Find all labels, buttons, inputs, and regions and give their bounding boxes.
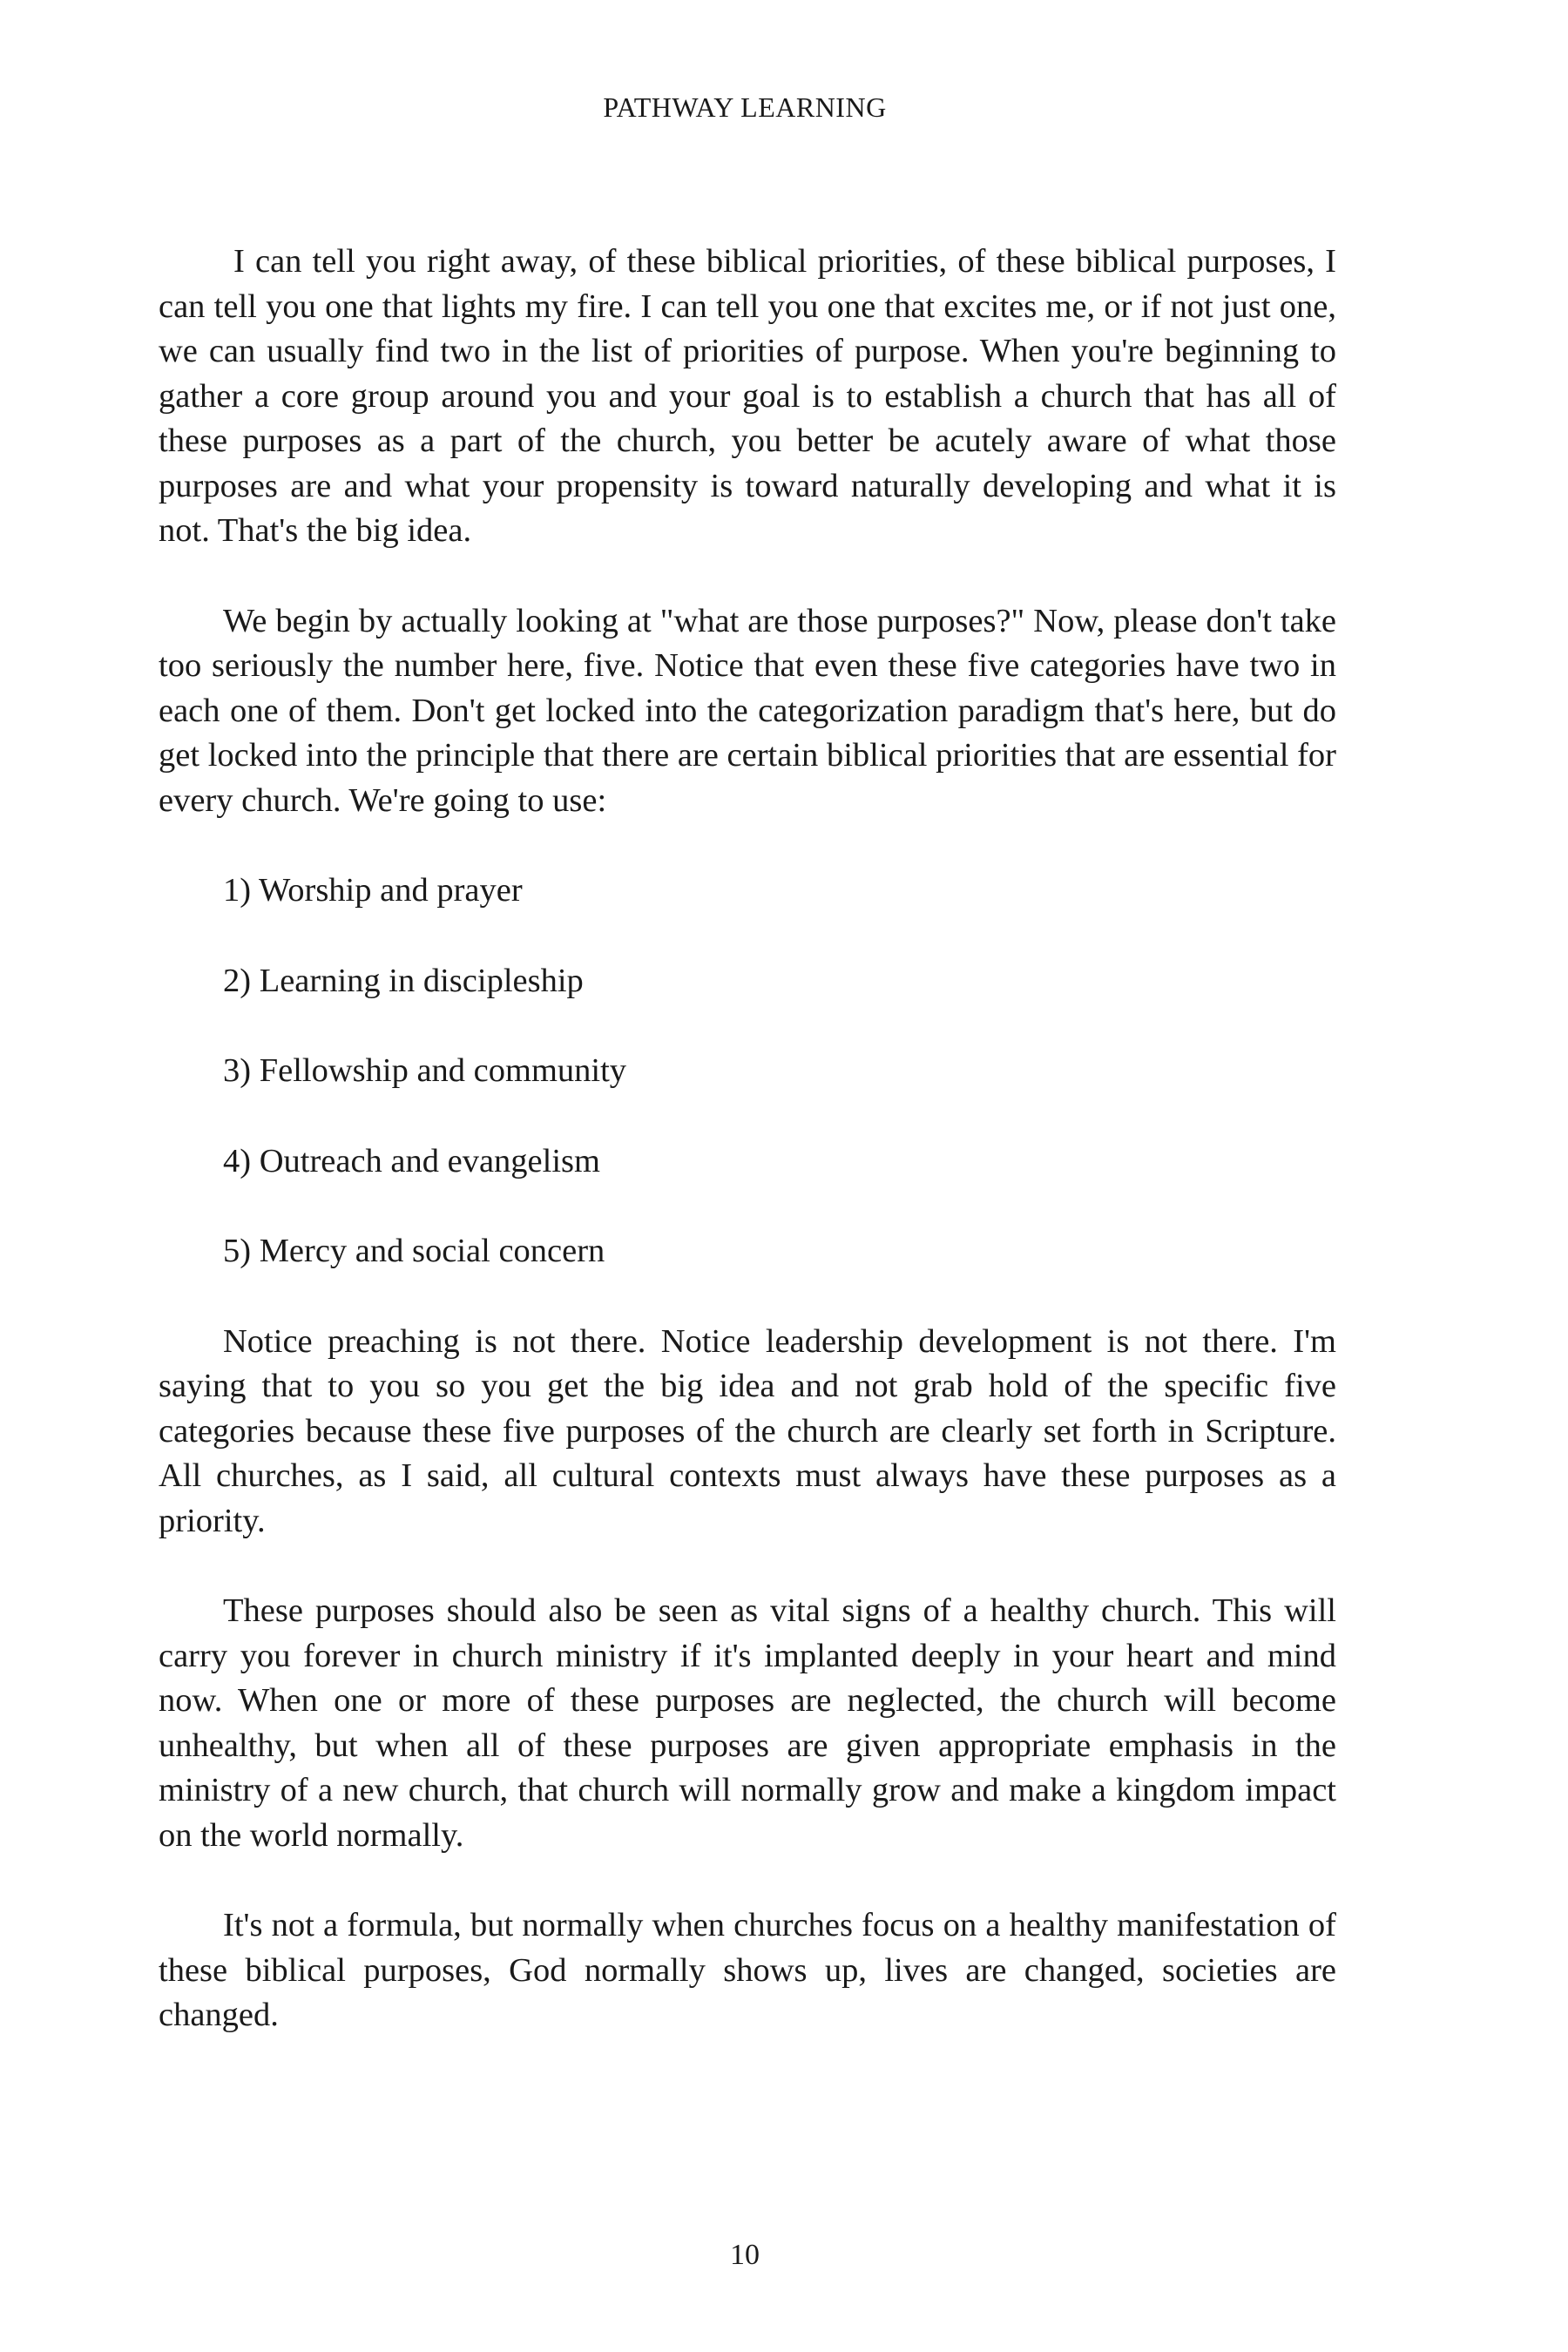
body-text [159, 240, 1336, 2038]
paragraph-gap [159, 554, 1336, 599]
paragraph-gap [159, 1544, 1336, 1589]
list-item: 1) Worship and prayer [223, 872, 523, 909]
list-item: 5) Mercy and social concern [223, 1233, 605, 1269]
paragraph-vital-signs: These purposes should also be seen as vital signs of a healthy church. This will carry you forever in church ministry if it's implanted deeply in your heart and mind now. When one or more of these purposes are neglected, the church will become unhealthy, but when all of these purposes are given appropriate emphasis in the ministry of a new church, that church will normally grow and make a kingdom impact on the world normally. [159, 1592, 1336, 1854]
running-header: PATHWAY LEARNING [603, 91, 887, 123]
paragraph-what-are-purposes: We begin by actually looking at "what are those purposes?" Now, please don't take too seriously the number here, five. Notice that even these five categories have two in each one of them. Don't get locked into the categorization paradigm that's here, but do get locked into the principle that there are certain biblical priorities that are essential for every church. We're going to use: [159, 602, 1336, 819]
paragraph-core-group: I can tell you right away, of these biblical priorities, of these biblical purposes, I can tell you one that lights my fire. I can tell you one that excites me, or if not just one, we can usually find two in the list of priorities of purpose. When you're beginning to gather a core group around you and your goal is to establish a church that has all of these purposes as a part of the church, you better be acutely aware of what those purposes are and what your propensity is toward naturally developing and what it is not. That's the big idea. [159, 243, 1336, 549]
purposes-list [159, 868, 1336, 1274]
list-item: 4) Outreach and evangelism [223, 1142, 600, 1179]
paragraph-not-a-formula: It's not a formula, but normally when churches focus on a healthy manifestation of these biblical purposes, God normally shows up, lives are changed, societies are changed. [159, 1907, 1336, 2033]
list-item: 3) Fellowship and community [223, 1052, 627, 1089]
page-number: 10 [730, 2239, 760, 2271]
paragraph-gap [159, 1858, 1336, 1903]
list-item: 2) Learning in discipleship [223, 962, 584, 999]
paragraph-preaching-not-there: Notice preaching is not there. Notice leadership development is not there. I'm saying that to you so you get the big idea and not grab hold of the specific five categories because these five purposes of the church are clearly set forth in Scripture. All churches, as I said, all cultural contexts must always have these purposes as a priority. [159, 1322, 1336, 1539]
